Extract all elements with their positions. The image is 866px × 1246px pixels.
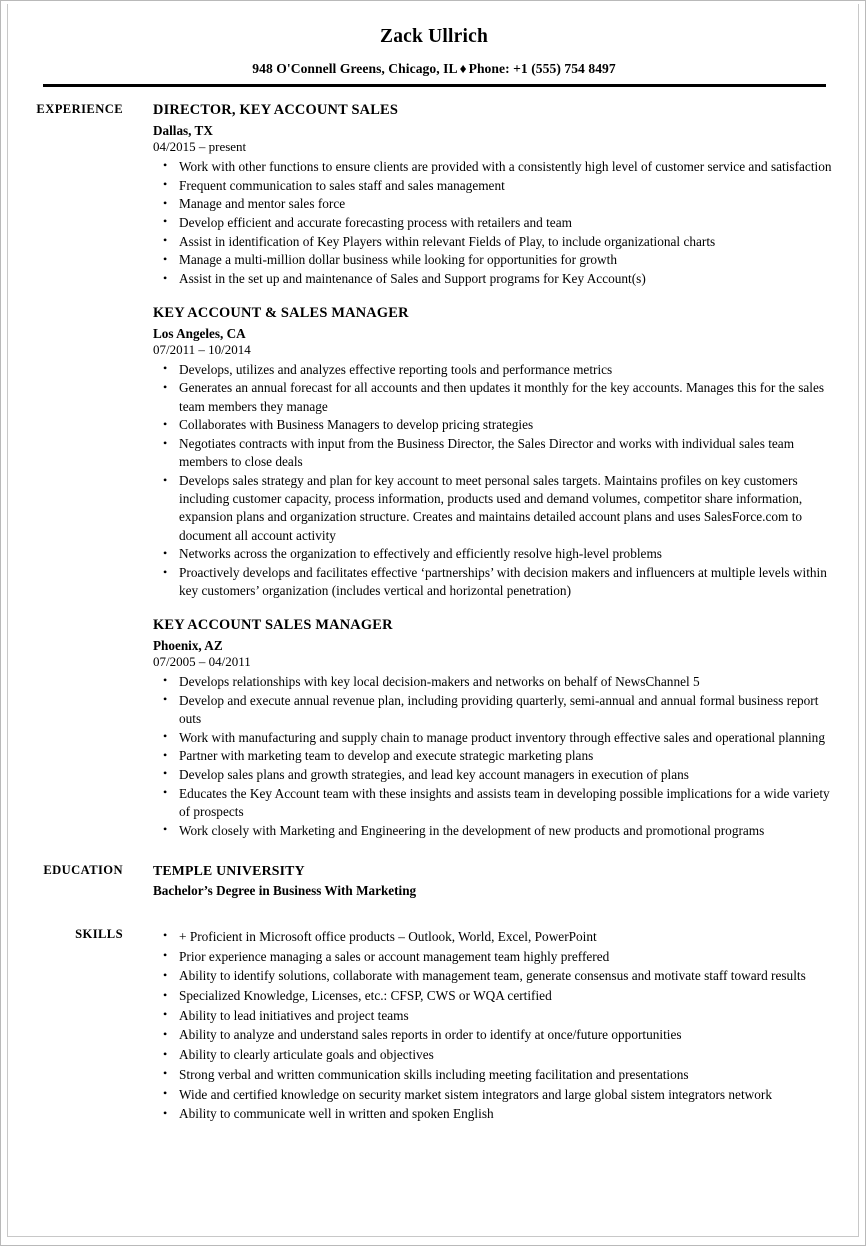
skill-bullet: • Ability to identify solutions, collaborate with management team, generate consensus and motivate staff toward results	[153, 967, 843, 985]
skills-label-col	[1, 926, 123, 942]
section-label-education: EDUCATION	[43, 863, 123, 878]
job-location: Dallas, TX	[153, 122, 213, 138]
job-bullet: • Collaborates with Business Managers to develop pricing strategies	[153, 416, 843, 434]
job-bullet: • Develops relationships with key local decision-makers and networks on behalf of NewsChannel 5	[153, 673, 843, 691]
contact-line	[1, 61, 866, 77]
education-content	[123, 862, 866, 900]
job-bullet: • Work with other functions to ensure clients are provided with a consistently high level of customer service and satisfaction	[153, 158, 843, 176]
job-bullet-list	[153, 158, 843, 288]
skill-bullet: • Strong verbal and written communication skills including meeting facilitation and presentations	[153, 1066, 843, 1084]
skill-bullet: • Ability to communicate well in written and spoken English	[153, 1105, 843, 1123]
skill-bullet: • Ability to lead initiatives and project teams	[153, 1007, 843, 1025]
section-label-experience: EXPERIENCE	[36, 102, 123, 117]
job-bullet: • Manage and mentor sales force	[153, 195, 843, 213]
job-dates: 04/2015 – present	[153, 138, 247, 154]
job-bullet-list	[153, 361, 843, 601]
job-dates: 07/2005 – 04/2011	[153, 654, 251, 670]
job-bullet: • Manage a multi-million dollar business while looking for opportunities for growth	[153, 251, 843, 269]
job-title: KEY ACCOUNT & SALES MANAGER	[153, 305, 409, 322]
education-school: TEMPLE UNIVERSITY	[153, 863, 305, 879]
skills-content	[123, 926, 866, 1125]
job-bullet: • Develops sales strategy and plan for key account to meet personal sales targets. Maintains profiles on key customers including customer capacity, process information, products used and demand volumes, competitor share information, expansion plans and organization structure. Creates and maintains detailed account plans and uses SalesForce.com to document all account activity	[153, 472, 843, 545]
job-entry	[153, 101, 843, 288]
job-bullet: • Proactively develops and facilitates effective ‘partnerships’ with decision makers and influencers at multiple levels within key customers’ organization (includes vertical and horizontal penetration)	[153, 564, 843, 600]
skill-bullet: • Specialized Knowledge, Licenses, etc.: CFSP, CWS or WQA certified	[153, 987, 843, 1005]
contact-address: 948 O'Connell Greens, Chicago, IL	[252, 61, 458, 77]
job-entry	[153, 616, 843, 839]
resume-sheet	[1, 1, 866, 1246]
education-label-col	[1, 862, 123, 878]
section-skills	[1, 926, 866, 1125]
section-experience	[1, 101, 866, 840]
job-bullet-list	[153, 673, 843, 840]
diamond-separator-icon: ♦	[459, 61, 467, 77]
resume-header	[1, 1, 866, 87]
job-bullet: • Work with manufacturing and supply chain to manage product inventory through effective sales and operational planning	[153, 729, 843, 747]
section-label-skills: SKILLS	[75, 926, 123, 941]
experience-content	[123, 101, 866, 840]
job-location: Los Angeles, CA	[153, 325, 246, 341]
job-bullet: • Assist in identification of Key Players within relevant Fields of Play, to include organizational charts	[153, 233, 843, 251]
section-education	[1, 862, 866, 900]
skill-bullet: • Ability to clearly articulate goals and objectives	[153, 1046, 843, 1064]
job-bullet: • Partner with marketing team to develop and execute strategic marketing plans	[153, 747, 843, 765]
job-bullet: • Develops, utilizes and analyzes effective reporting tools and performance metrics	[153, 361, 843, 379]
job-location: Phoenix, AZ	[153, 637, 223, 653]
contact-phone: Phone: +1 (555) 754 8497	[468, 61, 616, 77]
job-bullet: • Work closely with Marketing and Engineering in the development of new products and promotional programs	[153, 822, 843, 840]
job-title: KEY ACCOUNT SALES MANAGER	[153, 617, 393, 634]
skill-bullet: • + Proficient in Microsoft office products – Outlook, World, Excel, PowerPoint	[153, 928, 843, 946]
job-bullet: • Negotiates contracts with input from the Business Director, the Sales Director and works with individual sales team members to close deals	[153, 435, 843, 471]
resume-body	[1, 87, 866, 1125]
experience-label-col	[1, 101, 123, 117]
skill-bullet: • Wide and certified knowledge on security market sistem integrators and large global sistem integrators network	[153, 1086, 843, 1104]
job-bullet: • Assist in the set up and maintenance of Sales and Support programs for Key Account(s)	[153, 270, 843, 288]
job-bullet: • Develop sales plans and growth strategies, and lead key account managers in execution of plans	[153, 766, 843, 784]
job-bullet: • Develop and execute annual revenue plan, including providing quarterly, semi-annual and annual formal business report outs	[153, 692, 843, 728]
job-bullet: • Frequent communication to sales staff and sales management	[153, 177, 843, 195]
job-dates: 07/2011 – 10/2014	[153, 341, 251, 357]
skill-bullet: • Ability to analyze and understand sales reports in order to identify at once/future opportunities	[153, 1026, 843, 1044]
job-bullet: • Develop efficient and accurate forecasting process with retailers and team	[153, 214, 843, 232]
job-entry	[153, 304, 843, 600]
job-bullet: • Networks across the organization to effectively and efficiently resolve high-level problems	[153, 545, 843, 563]
job-title: DIRECTOR, KEY ACCOUNT SALES	[153, 102, 399, 119]
skills-bullet-list	[153, 928, 843, 1124]
candidate-name: Zack Ullrich	[379, 26, 489, 47]
job-bullet: • Generates an annual forecast for all accounts and then updates it monthly for the key accounts. Manages this for the sales team members they manage	[153, 379, 843, 415]
job-bullet: • Educates the Key Account team with these insights and assists team in developing possible implications for a wide variety of prospects	[153, 785, 843, 821]
education-degree: Bachelor’s Degree in Business With Marketing	[153, 883, 417, 899]
skill-bullet: • Prior experience managing a sales or account management team highly preffered	[153, 948, 843, 966]
